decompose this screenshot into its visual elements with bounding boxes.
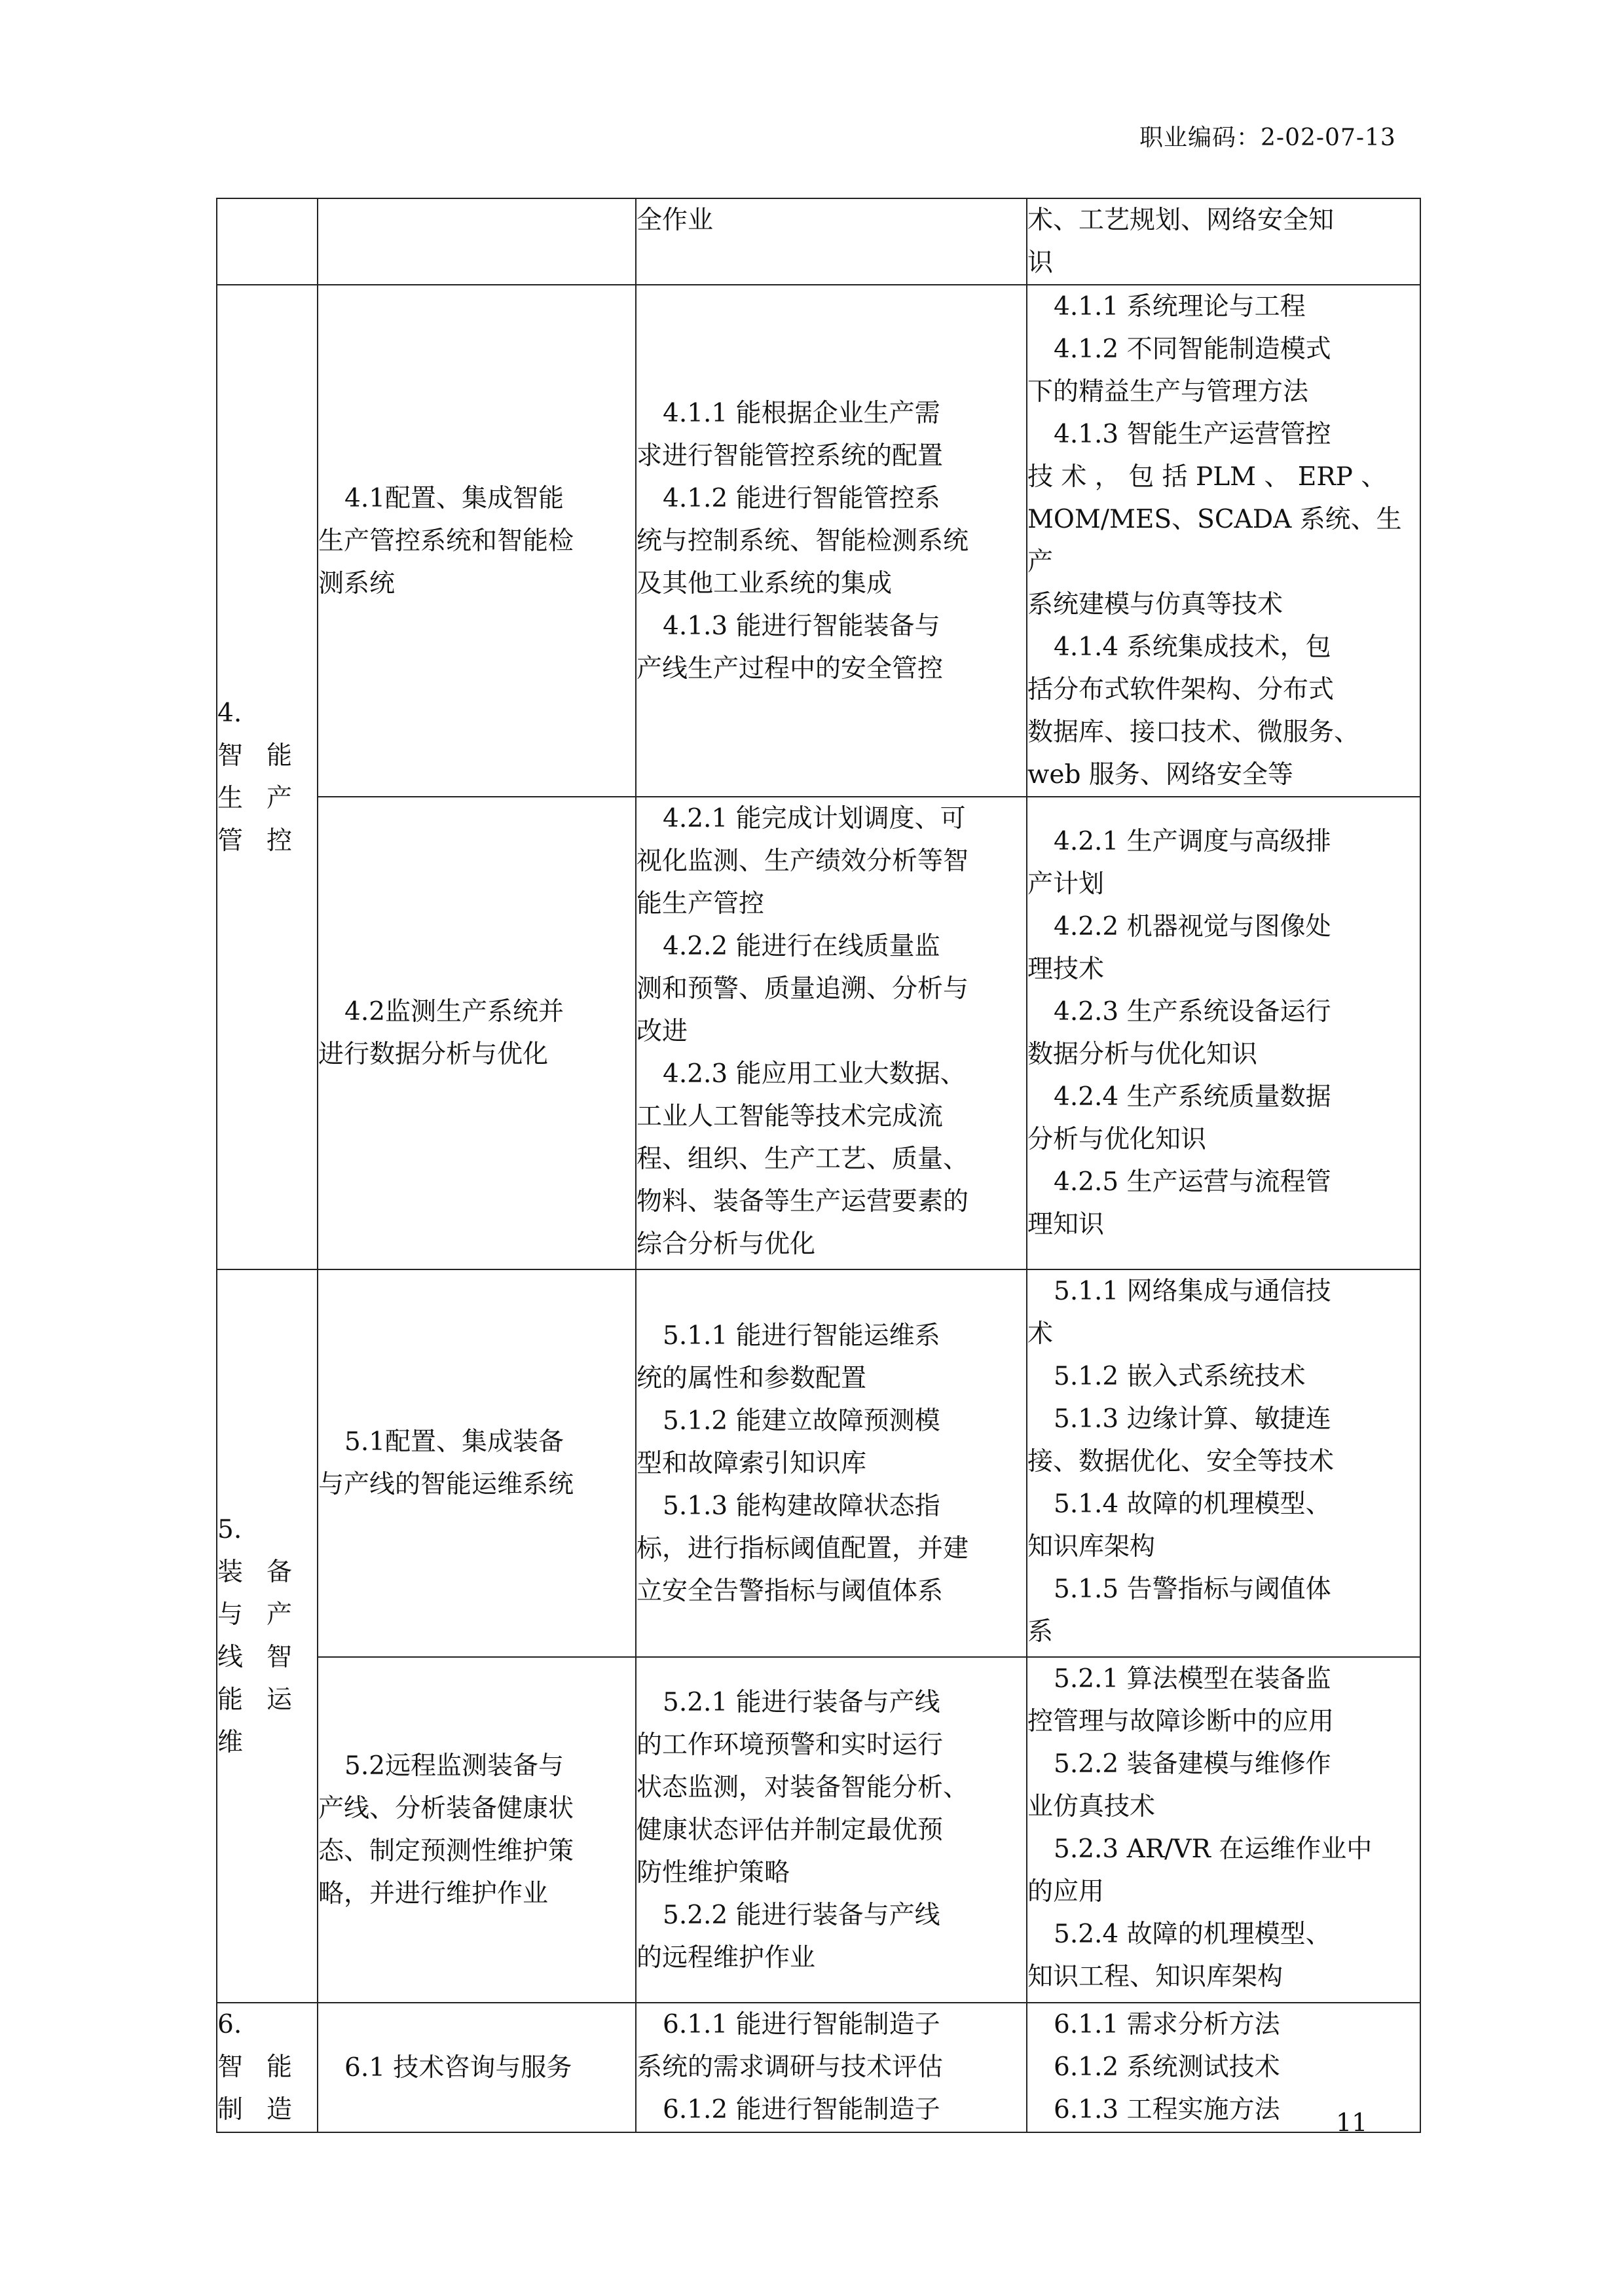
text-line: 全作业 [637, 206, 714, 235]
text-line: 的远程维护作业 [637, 1942, 816, 1973]
category-cell [217, 198, 318, 285]
content-cell [318, 285, 636, 797]
skill-cell [636, 1269, 1027, 1657]
text-line: 状态监测，对装备智能分析、 [637, 1772, 969, 1802]
text-line: 5.1.1 网络集成与通信技 [1054, 1277, 1331, 1306]
content-cell [318, 1657, 636, 2003]
text-line: web 服务、网络安全等 [1027, 760, 1293, 790]
table-row [217, 2003, 1420, 2132]
text-line: 术 [1027, 1319, 1054, 1349]
category-number: 4. [217, 699, 242, 728]
text-line: 5.2.3 AR/VR 在运维作业中 [1054, 1834, 1373, 1864]
skill-cell [636, 285, 1027, 797]
text-line: 产线生产过程中的安全管控 [637, 653, 944, 683]
text-line: 5.1.5 告警指标与阈值体 [1054, 1575, 1331, 1604]
text-line: 5.2远程监测装备与 [344, 1751, 564, 1781]
text-line: 求进行智能管控系统的配置 [637, 441, 944, 471]
text-line: 术、工艺规划、网络安全知 [1027, 206, 1335, 235]
text-line: 健康状态评估并制定最优预 [637, 1815, 944, 1845]
text-line: 5.1.3 能构建故障状态指 [663, 1491, 940, 1521]
text-line: 标，进行指标阈值配置，并建 [637, 1533, 969, 1563]
text-line: 5.2.2 能进行装备与产线 [663, 1900, 940, 1930]
skill-cell [636, 1657, 1027, 2003]
content-cell [318, 1269, 636, 1657]
text-line: 数据库、接口技术、微服务、 [1027, 718, 1360, 747]
text-line: 及其他工业系统的集成 [637, 568, 893, 598]
text-line: 与产线的智能运维系统 [318, 1470, 574, 1499]
text-line: 测系统 [318, 568, 396, 598]
text-line: 4.1.3 能进行智能装备与 [663, 611, 940, 641]
table-row [217, 1657, 1420, 2003]
text-line: 的应用 [1027, 1877, 1105, 1906]
text-line: 5.1.3 边缘计算、敏捷连 [1054, 1404, 1331, 1434]
text-line: 4.2.5 生产运营与流程管 [1054, 1167, 1331, 1197]
text-line: 4.2.3 能应用工业大数据、 [663, 1059, 966, 1089]
text-line: 视化监测、生产绩效分析等智 [637, 847, 969, 876]
text-line: 5.2.4 故障的机理模型、 [1054, 1920, 1331, 1949]
text-line: 统与控制系统、智能检测系统 [637, 526, 969, 556]
text-line: 4.1.1 能根据企业生产需 [663, 398, 940, 428]
text-line: 型和故障索引知识库 [637, 1448, 867, 1478]
knowledge-cell [1027, 1269, 1420, 1657]
text-line: 生产管控系统和智能检 [318, 526, 574, 556]
category-line: 能运 [217, 1685, 316, 1715]
category-number: 6. [217, 2010, 242, 2039]
text-line: 程、组织、生产工艺、质量、 [637, 1144, 969, 1174]
text-line: 立安全告警指标与阈值体系 [637, 1576, 944, 1606]
knowledge-cell [1027, 1657, 1420, 2003]
category-cell [217, 2003, 318, 2132]
text-line: 产线、分析装备健康状 [318, 1794, 574, 1823]
text-line: 能生产管控 [637, 889, 765, 919]
text-line: 的工作环境预警和实时运行 [637, 1730, 944, 1760]
text-line: 系统建模与仿真等技术 [1027, 590, 1283, 619]
page-number: 11 [1336, 2108, 1368, 2137]
table-row [217, 285, 1420, 797]
text-line: 测和预警、质量追溯、分析与 [637, 974, 969, 1004]
table-row [217, 797, 1420, 1269]
text-line: 5.2.1 能进行装备与产线 [663, 1687, 940, 1717]
skill-cell [636, 797, 1027, 1269]
text-line: 4.2.1 能完成计划调度、可 [663, 804, 966, 833]
category-cell [217, 1269, 318, 2003]
text-line: 知识工程、知识库架构 [1027, 1962, 1283, 1992]
text-line: 略，并进行维护作业 [318, 1879, 549, 1908]
content-cell [318, 2003, 636, 2132]
text-line: 4.2.3 生产系统设备运行 [1054, 997, 1331, 1027]
category-line: 智能 [217, 741, 316, 771]
text-line: 5.1.1 能进行智能运维系 [663, 1321, 940, 1351]
occupation-code: 职业编码：2-02-07-13 [1139, 124, 1396, 151]
text-line: 4.2.1 生产调度与高级排 [1054, 827, 1331, 856]
text-line: 5.1.2 嵌入式系统技术 [1054, 1362, 1306, 1391]
text-line: 4.2监测生产系统并 [344, 997, 564, 1027]
text-line: MOM/MES、SCADA 系统、生产 [1027, 505, 1402, 577]
text-line: 4.1.1 系统理论与工程 [1054, 292, 1306, 321]
content-cell [318, 797, 636, 1269]
text-line: 统的属性和参数配置 [637, 1363, 867, 1393]
knowledge-cell [1027, 198, 1420, 285]
text-line: 5.1.2 能建立故障预测模 [663, 1406, 940, 1436]
category-line: 装备 [217, 1558, 316, 1587]
text-line: 5.1配置、集成装备 [344, 1427, 564, 1457]
text-line: 6.1.1 需求分析方法 [1054, 2010, 1280, 2039]
text-line: 4.1.3 智能生产运营管控 [1054, 420, 1331, 449]
text-line: 4.2.2 能进行在线质量监 [663, 932, 940, 961]
text-line: 业仿真技术 [1027, 1792, 1156, 1821]
category-line: 生产 [217, 784, 316, 813]
text-line: 知识库架构 [1027, 1532, 1156, 1561]
text-line: 进行数据分析与优化 [318, 1040, 549, 1069]
text-line: 括分布式软件架构、分布式 [1027, 675, 1335, 704]
category-line: 制造 [217, 2095, 316, 2124]
text-line: 4.2.4 生产系统质量数据 [1054, 1082, 1331, 1112]
text-line: 6.1.2 能进行智能制造子 [663, 2095, 940, 2124]
table-row [217, 198, 1420, 285]
text-line: 控管理与故障诊断中的应用 [1027, 1707, 1335, 1736]
text-line: 识 [1027, 248, 1054, 278]
skill-cell [636, 2003, 1027, 2132]
text-line: 4.1.2 能进行智能管控系 [663, 483, 940, 513]
text-line: 6.1.3 工程实施方法 [1054, 2095, 1280, 2124]
table-row [217, 1269, 1420, 1657]
text-line: 态、制定预测性维护策 [318, 1836, 574, 1866]
text-line: 4.1配置、集成智能 [344, 483, 564, 513]
category-line: 线智 [217, 1643, 316, 1672]
category-line: 维 [217, 1728, 267, 1757]
text-line: 产计划 [1027, 869, 1105, 899]
text-line: 工业人工智能等技术完成流 [637, 1102, 944, 1131]
text-line: 理技术 [1027, 955, 1105, 984]
text-line: 防性维护策略 [637, 1857, 790, 1887]
text-line: 4.1.2 不同智能制造模式 [1054, 335, 1331, 364]
text-line: 5.1.4 故障的机理模型、 [1054, 1489, 1331, 1519]
text-line: 下的精益生产与管理方法 [1027, 377, 1309, 407]
text-line: 技 术 ， 包 括 PLM 、 ERP 、 [1027, 462, 1387, 492]
text-line: 4.2.2 机器视觉与图像处 [1054, 912, 1331, 941]
knowledge-cell [1027, 797, 1420, 1269]
text-line: 5.2.2 装备建模与维修作 [1054, 1749, 1331, 1779]
text-line: 系 [1027, 1617, 1054, 1647]
text-line: 理知识 [1027, 1210, 1105, 1239]
competency-table [216, 198, 1421, 2133]
text-line: 数据分析与优化知识 [1027, 1040, 1258, 1069]
text-line: 分析与优化知识 [1027, 1125, 1207, 1154]
text-line: 4.1.4 系统集成技术，包 [1054, 632, 1331, 662]
category-line: 与产 [217, 1600, 316, 1630]
text-line: 接、数据优化、安全等技术 [1027, 1447, 1335, 1476]
category-line: 管控 [217, 826, 316, 856]
text-line: 改进 [637, 1017, 688, 1046]
category-line: 智能 [217, 2052, 316, 2082]
text-line: 物料、装备等生产运营要素的 [637, 1187, 969, 1216]
text-line: 6.1.2 系统测试技术 [1054, 2052, 1280, 2082]
knowledge-cell [1027, 285, 1420, 797]
skill-cell [636, 198, 1027, 285]
text-line: 综合分析与优化 [637, 1230, 816, 1259]
text-line: 5.2.1 算法模型在装备监 [1054, 1664, 1331, 1694]
category-cell [217, 285, 318, 1269]
content-cell [318, 198, 636, 285]
text-line: 系统的需求调研与技术评估 [637, 2052, 944, 2082]
text-line: 6.1.1 能进行智能制造子 [663, 2010, 940, 2039]
text-line: 6.1 技术咨询与服务 [344, 2052, 572, 2083]
category-number: 5. [217, 1515, 242, 1544]
